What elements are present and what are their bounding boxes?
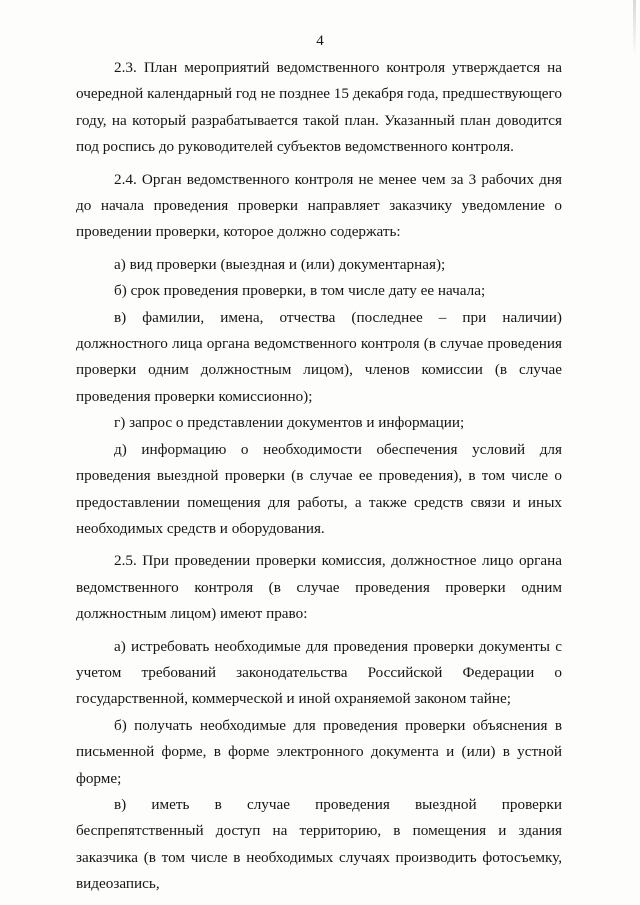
list-item-g: г) запрос о представлении документов и информации; [114, 414, 465, 432]
rights-item-a: а) истребовать необходимые для проведения проверки документы с учетом требований законодательства Российской Федерации о государственной, коммерческой и иной охраняемой законом тайне; [76, 637, 562, 708]
rights-item-b: б) получать необходимые для проведения проверки объяснения в письменной форме, в форме электронного документа и (или) в устной форме; [76, 716, 562, 787]
list-item-d: д) информацию о необходимости обеспечения условий для проведения выездной проверки (в случае ее проведения), в том числе о предоставлении помещения для работы, а также средств связи и иных необходимых средств и оборудования. [76, 440, 562, 537]
page-number: 4 [316, 33, 324, 49]
paragraph-2-4: 2.4. Орган ведомственного контроля не менее чем за 3 рабочих дня до начала проведения проверки направляет заказчику уведомление о проведении проверки, которое должно содержать: [76, 170, 562, 241]
document-body [76, 55, 562, 898]
scan-edge-mark [633, 0, 636, 60]
list-item-b: б) срок проведения проверки, в том числе дату ее начала; [114, 282, 486, 300]
paragraph-2-5: 2.5. При проведении проверки комиссия, должностное лицо органа ведомственного контроля (в случае проведения проверки одним должностным лицом) имеют право: [76, 552, 562, 623]
paragraph-2-3: 2.3. План мероприятий ведомственного контроля утверждается на очередной календарный год не позднее 15 декабря года, предшествующего году, на который разрабатывается такой план. Указанный план доводится под роспись до руководителей субъектов ведомственного контроля. [76, 59, 562, 156]
list-item-a: а) вид проверки (выездная и (или) документарная); [114, 255, 446, 273]
rights-item-v: в) иметь в случае проведения выездной проверки беспрепятственный доступ на территорию, в помещения и здания заказчика (в том числе в необходимых случаях производить фотосъемку, видеозапись, [76, 795, 562, 893]
list-item-v: в) фамилии, имена, отчества (последнее – при наличии) должностного лица органа ведомственного контроля (в случае проведения проверки одним должностным лицом), членов комиссии (в случае проведения проверки комиссионно); [76, 308, 562, 405]
